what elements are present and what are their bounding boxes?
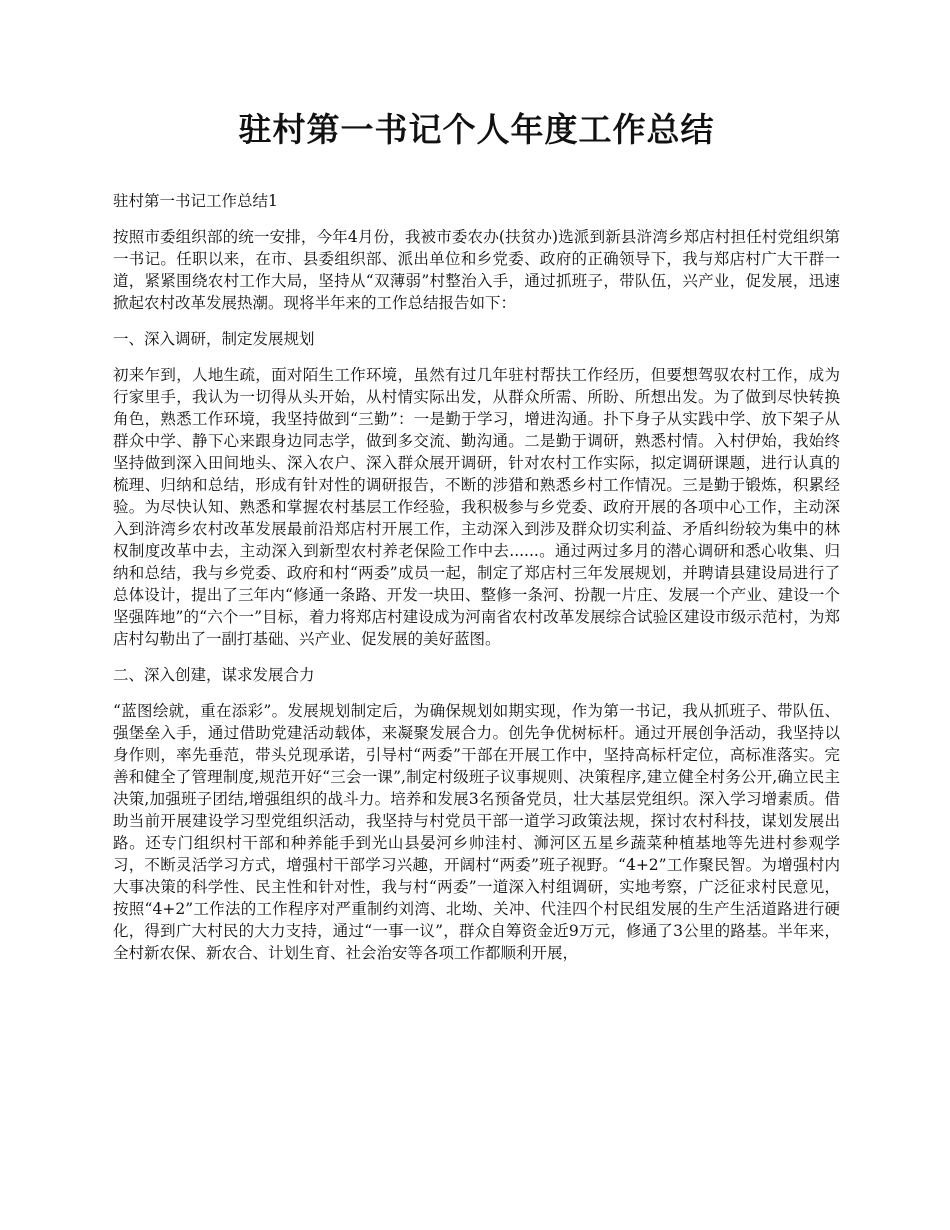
document-page bbox=[113, 108, 840, 978]
section-heading-creation: 二、深入创建，谋求发展合力 bbox=[113, 666, 315, 684]
section-heading-research: 一、深入调研，制定发展规划 bbox=[113, 330, 315, 348]
section-body-research: 初来乍到，人地生疏，面对陌生工作环境，虽然有过几年驻村帮扶工作经历，但要想驾驭农村工作，成为行家里手，我认为一切得从头开始，从村情实际出发，从群众所需、所盼、所想出发。为了做到尽快转换角色，熟悉工作环境，我坚持做到“三勤”：一是勤于学习，增进沟通。扑下身子从实践中学、放下架子从群众中学、静下心来跟身边同志学，做到多交流、勤沟通。二是勤于调研，熟悉村情。入村伊始，我始终坚持做到深入田间地头、深入农户、深入群众展开调研，针对农村工作实际，拟定调研课题，进行认真的梳理、归纳和总结，形成有针对性的调研报告，不断的涉猎和熟悉乡村工作情况。三是勤于锻炼，积累经验。为尽快认知、熟悉和掌握农村基层工作经验，我积极参与乡党委、政府开展的各项中心工作，主动深入到浒湾乡农村改革发展最前沿郑店村开展工作，主动深入到涉及群众切实利益、矛盾纠纷较为集中的林权制度改革中去，主动深入到新型农村养老保险工作中去......。通过两过多月的潜心调研和悉心收集、归纳和总结，我与乡党委、政府和村“两委”成员一起，制定了郑店村三年发展规划，并聘请县建设局进行了总体设计，提出了三年内“修通一条路、开发一块田、整修一条河、扮靓一片庄、发展一个产业、建设一个坚强阵地”的“六个一”目标，着力将郑店村建设成为河南省农村改革发展综合试验区建设市级示范村，为郑店村勾勒出了一副打基础、兴产业、促发展的美好蓝图。 bbox=[113, 366, 840, 648]
document-subtitle: 驻村第一书记工作总结1 bbox=[113, 192, 278, 210]
section-body-creation: “蓝图绘就，重在添彩”。发展规划制定后，为确保规划如期实现，作为第一书记，我从抓班子、带队伍、强堡垒入手，通过借助党建活动载体，来凝聚发展合力。创先争优树标杆。通过开展创争活动，我坚持以身作则，率先垂范，带头兑现承诺，引导村“两委”干部在开展工作中，坚持高标杆定位，高标准落实。完善和健全了管理制度,规范开好“三会一课”,制定村级班子议事规则、决策程序,建立健全村务公开,确立民主决策,加强班子团结,增强组织的战斗力。培养和发展3名预备党员，壮大基层党组织。深入学习增素质。借助当前开展建设学习型党组织活动，我坚持与村党员干部一道学习政策法规，探讨农村科技，谋划发展出路。还专门组织村干部和种养能手到光山县晏河乡帅洼村、浉河区五星乡蔬菜种植基地等先进村参观学习，不断灵活学习方式，增强村干部学习兴趣，开阔村“两委”班子视野。“4+2”工作聚民智。为增强村内大事决策的科学性、民主性和针对性，我与村“两委”一道深入村组调研，实地考察，广泛征求村民意见，按照“4+2”工作法的工作程序对严重制约刘湾、北坳、关冲、代洼四个村民组发展的生产生活道路进行硬化，得到广大村民的大力支持，通过“一事一议”，群众自筹资金近9万元，修通了3公里的路基。半年来，全村新农保、新农合、计划生育、社会治安等各项工作都顺利开展， bbox=[113, 702, 840, 962]
document-title: 驻村第一书记个人年度工作总结 bbox=[238, 110, 715, 149]
intro-paragraph: 按照市委组织部的统一安排，今年4月份，我被市委农办(扶贫办)选派到新县浒湾乡郑店村担任村党组织第一书记。任职以来，在市、县委组织部、派出单位和乡党委、政府的正确领导下，我与郑店村广大干群一道，紧紧围绕农村工作大局，坚持从“双薄弱”村整治入手，通过抓班子，带队伍，兴产业，促发展，迅速掀起农村改革发展热潮。现将半年来的工作总结报告如下： bbox=[113, 228, 840, 312]
